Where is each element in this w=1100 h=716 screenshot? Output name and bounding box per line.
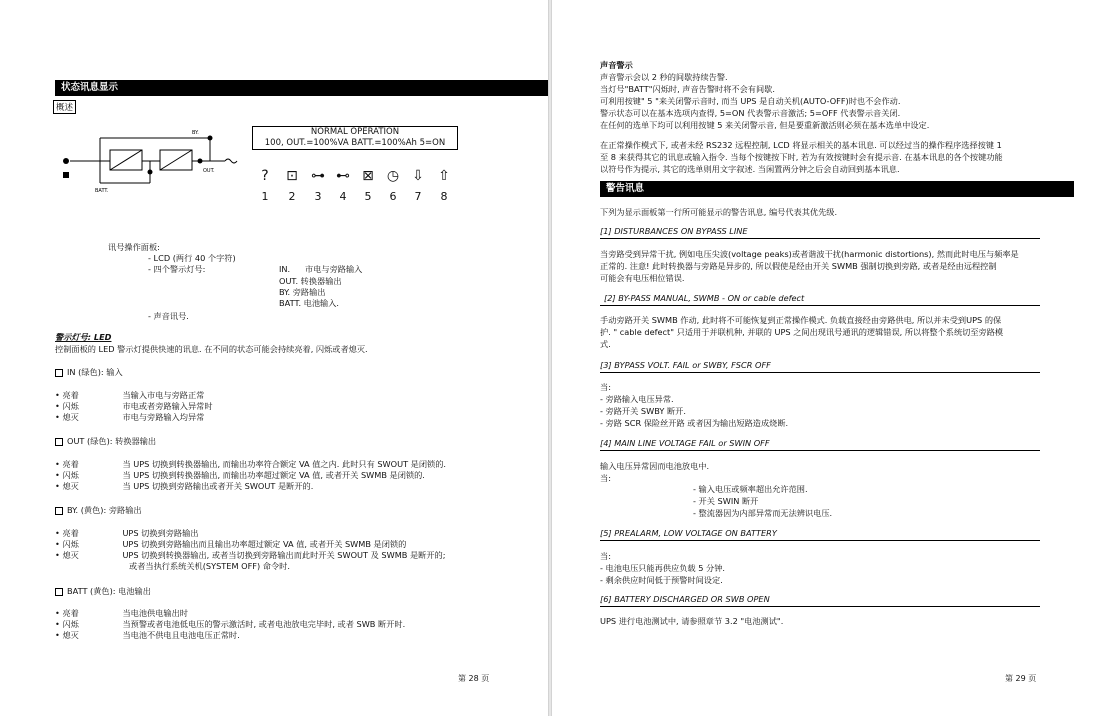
button-number-7: 7 (414, 190, 422, 203)
panel-lamps-item: - 四个警示灯号: (148, 264, 206, 274)
group-in-row: • 熄灭 市电与旁路输入均异常 (55, 412, 205, 422)
left-page (0, 0, 548, 716)
sound-line: 可利用按键" 5 "来关闭警示音时, 而当 UPS 是自动关机(AUTO-OFF)时也不会作动. (600, 96, 901, 106)
lamp-by-line: BY. 旁路输出 (279, 287, 326, 297)
button-number-3: 3 (314, 190, 322, 203)
key-icon[interactable]: ⊶ (311, 168, 325, 184)
ups-block-diagram (60, 128, 245, 194)
warning-1-line: 正常的. 注意! 此时转换器与旁路是异步的, 所以假使是经由开关 SWMB 强制切换到旁路, 或者是经由远程控制 (600, 261, 997, 271)
overview-label: 概述 (53, 100, 76, 114)
lcd-display (252, 126, 458, 150)
group-in-title-text: IN (绿色): 输入 (67, 367, 123, 377)
sound-line: 在任何的选单下均可以利用按键 5 来关闭警示音, 但是要重新激活则必须在基本选单中设定. (600, 120, 930, 130)
group-by-row-continued: 或者当执行系统关机(SYSTEM OFF) 命令时. (129, 561, 290, 571)
warning-5-line: 当: (600, 551, 611, 561)
lamps-description: 控制面板的 LED 警示灯提供快速的讯息. 在不同的状态可能会持续亮着, 闪烁或者熄灭. (55, 344, 368, 354)
warning-heading-1: [1] DISTURBANCES ON BYPASS LINE (600, 226, 748, 236)
warning-4-line: 当: (600, 473, 611, 483)
button-number-6: 6 (389, 190, 397, 203)
warning-heading-6: [6] BATTERY DISCHARGED OR SWB OPEN (600, 594, 770, 604)
group-by-title: BY. (黄色): 旁路输出 (55, 505, 142, 516)
warning-heading-2: [2] BY-PASS MANUAL, SWMB - ON or cable defect (604, 293, 805, 303)
checkbox-icon (55, 588, 63, 596)
right-page (552, 0, 1100, 716)
warning-4-sub: - 开关 SWIN 断开 (693, 496, 759, 506)
group-by-row: • 亮着 UPS 切换到旁路输出 (55, 528, 199, 538)
sound-line: 声音警示会以 2 秒的间歇持续告警. (600, 72, 728, 82)
warning-3-line: 当: (600, 382, 611, 392)
by-label: BY. (192, 130, 199, 136)
warning-5-line: - 剩余供应时间低于预警时间设定. (600, 575, 723, 585)
divider (600, 372, 1040, 373)
warning-intro: 下列为显示面板第一行所可能显示的警告讯息, 编号代表其优先级. (600, 207, 838, 217)
warning-6-line: UPS 进行电池测试中, 请参照章节 3.2 "电池测试". (600, 616, 784, 626)
warning-1-line: 当旁路受到异常干扰, 例如电压尖波(voltage peaks)或者谐波干扰(harmonic distortions), 然而此时电压与频率是 (600, 249, 1019, 259)
warning-2-line: 手动旁路开关 SWMB 作动, 此时将不可能恢复到正常操作模式. 负载直接经由旁路供电, 所以并未受到UPS 的保 (600, 315, 1002, 325)
warning-2-line: 式. (600, 339, 611, 349)
warning-heading-4: [4] MAIN LINE VOLTAGE FAIL or SWIN OFF (600, 438, 770, 448)
arrow-up-icon[interactable]: ⇧ (438, 168, 450, 184)
arrow-down-icon[interactable]: ⇩ (412, 168, 424, 184)
group-in-row: • 亮着 当输入市电与旁路正常 (55, 390, 205, 400)
group-batt-row: • 熄灭 当电池不供电且电池电压正常时. (55, 630, 240, 640)
divider (600, 238, 1040, 239)
button-number-8: 8 (440, 190, 448, 203)
warning-4-line: 输入电压异常因而电池放电中. (600, 461, 710, 471)
group-out-row: • 熄灭 当 UPS 切换到旁路输出或者开关 SWOUT 是断开的. (55, 481, 314, 491)
panel-title: 讯号操作面板: (108, 242, 160, 252)
warning-3-line: - 旁路输入电压异常. (600, 394, 674, 404)
button-number-2: 2 (288, 190, 296, 203)
sound-line: 警示状态可以在基本选项内查得, 5=ON 代表警示音激活; 5=OFF 代表警示音关闭. (600, 108, 901, 118)
mute-bell-icon[interactable]: ⊠ (362, 168, 374, 184)
panel-buzzer-item: - 声音讯号. (148, 311, 189, 321)
battery-icon[interactable]: ⊷ (336, 168, 350, 184)
sound-line: 当灯号"BATT"闪烁时, 声音告警时将不会有间歇. (600, 84, 775, 94)
help-icon[interactable]: ? (261, 168, 269, 184)
group-in-row: • 闪烁 市电或者旁路输入异常时 (55, 401, 213, 411)
lamps-title: 警示灯号: LED (55, 332, 112, 342)
button-number-1: 1 (261, 190, 269, 203)
lamp-out-line: OUT. 转换器输出 (279, 276, 342, 286)
warning-3-line: - 旁路开关 SWBY 断开. (600, 406, 686, 416)
warning-4-sub: - 输入电压或频率超出允许范围. (693, 484, 808, 494)
warning-1-line: 可能会有电压相位错误. (600, 273, 685, 283)
batt-label: BATT. (95, 188, 109, 194)
warning-3-line: - 旁路 SCR 保险丝开路 或者因为输出短路造成烧断. (600, 418, 789, 428)
group-out-row: • 闪烁 当 UPS 切换到转换器输出, 而输出功率超过额定 VA 值, 或者开关 SWMB 是闭锁的. (55, 470, 425, 480)
divider (600, 540, 1040, 541)
warning-heading-5: [5] PREALARM, LOW VOLTAGE ON BATTERY (600, 528, 777, 538)
lcd-line-2: 100, OUT.=100%VA BATT.=100%Ah 5=ON (264, 138, 446, 148)
lamp-batt-line: BATT. 电池输入. (279, 298, 340, 308)
normal-line: 至 8 来获得其它的讯息或输入指令. 当每个按键按下时, 若为有效按键时会有提示音. 在基本讯息的各个按键功能 (600, 152, 1003, 162)
group-by-row: • 闪烁 UPS 切换到旁路输出而且输出功率超过额定 VA 值, 或者开关 SWMB 是闭锁的 (55, 539, 407, 549)
button-number-4: 4 (339, 190, 347, 203)
button-number-5: 5 (364, 190, 372, 203)
lamp-in-code: IN. (279, 264, 291, 274)
sound-title: 声音警示 (600, 60, 633, 70)
group-out-title: OUT (绿色): 转换器输出 (55, 436, 156, 447)
lcd-line-1: NORMAL OPERATION (310, 127, 400, 137)
warning-5-line: - 电池电压只能再供应负载 5 分钟. (600, 563, 726, 573)
panel-lcd-item: - LCD (两行 40 个字符) (148, 253, 236, 263)
section-title-status: 状态讯息显示 (55, 80, 549, 96)
warning-2-line: 护. " cable defect" 只适用于并联机种, 并联的 UPS 之间出现讯号通讯的逻辑错误, 所以将整个系统切至旁路模 (600, 327, 1004, 337)
warning-4-sub: - 整流器因为内部异常而无法辨识电压. (693, 508, 833, 518)
page-number-right: 第 29 页 (1005, 674, 1037, 683)
checkbox-icon (55, 438, 63, 446)
warning-heading-3: [3] BYPASS VOLT. FAIL or SWBY, FSCR OFF (600, 360, 771, 370)
normal-line: 以符号作为提示, 其它的选单则用文字叙述. 当闲置两分钟之后会自动回到基本讯息. (600, 164, 900, 174)
normal-line: 在正常操作模式下, 或者未经 RS232 远程控制, LCD 将显示相关的基本讯息. 可以经过当的操作程序选择按键 1 (600, 140, 1002, 150)
divider (600, 305, 1040, 306)
checkbox-icon (55, 369, 63, 377)
group-out-row: • 亮着 当 UPS 切换到转换器输出, 而输出功率符合额定 VA 值之内. 此时只有 SWOUT 是闭锁的. (55, 459, 447, 469)
group-batt-row: • 闪烁 当预警或者电池低电压的警示激活时, 或者电池放电完毕时, 或者 SWB 断开时. (55, 619, 406, 629)
divider (600, 450, 1040, 451)
clock-icon[interactable]: ◷ (386, 168, 400, 184)
group-batt-title: BATT (黄色): 电池输出 (55, 586, 151, 597)
out-label: OUT. (203, 168, 215, 174)
group-batt-row: • 亮着 当电池供电输出时 (55, 608, 188, 618)
display-icon[interactable]: ⊡ (286, 168, 298, 184)
checkbox-icon (55, 507, 63, 515)
group-in-title (55, 367, 123, 378)
lamp-in-desc: 市电与旁路输入 (305, 264, 363, 274)
page-number-left: 第 28 页 (458, 674, 490, 683)
divider (600, 606, 1040, 607)
section-title-warnings: 警告讯息 (600, 181, 1074, 197)
group-by-row: • 熄灭 UPS 切换到转换器输出, 或者当切换到旁路输出而此时开关 SWOUT 及 SWMB 是断开的; (55, 550, 446, 560)
